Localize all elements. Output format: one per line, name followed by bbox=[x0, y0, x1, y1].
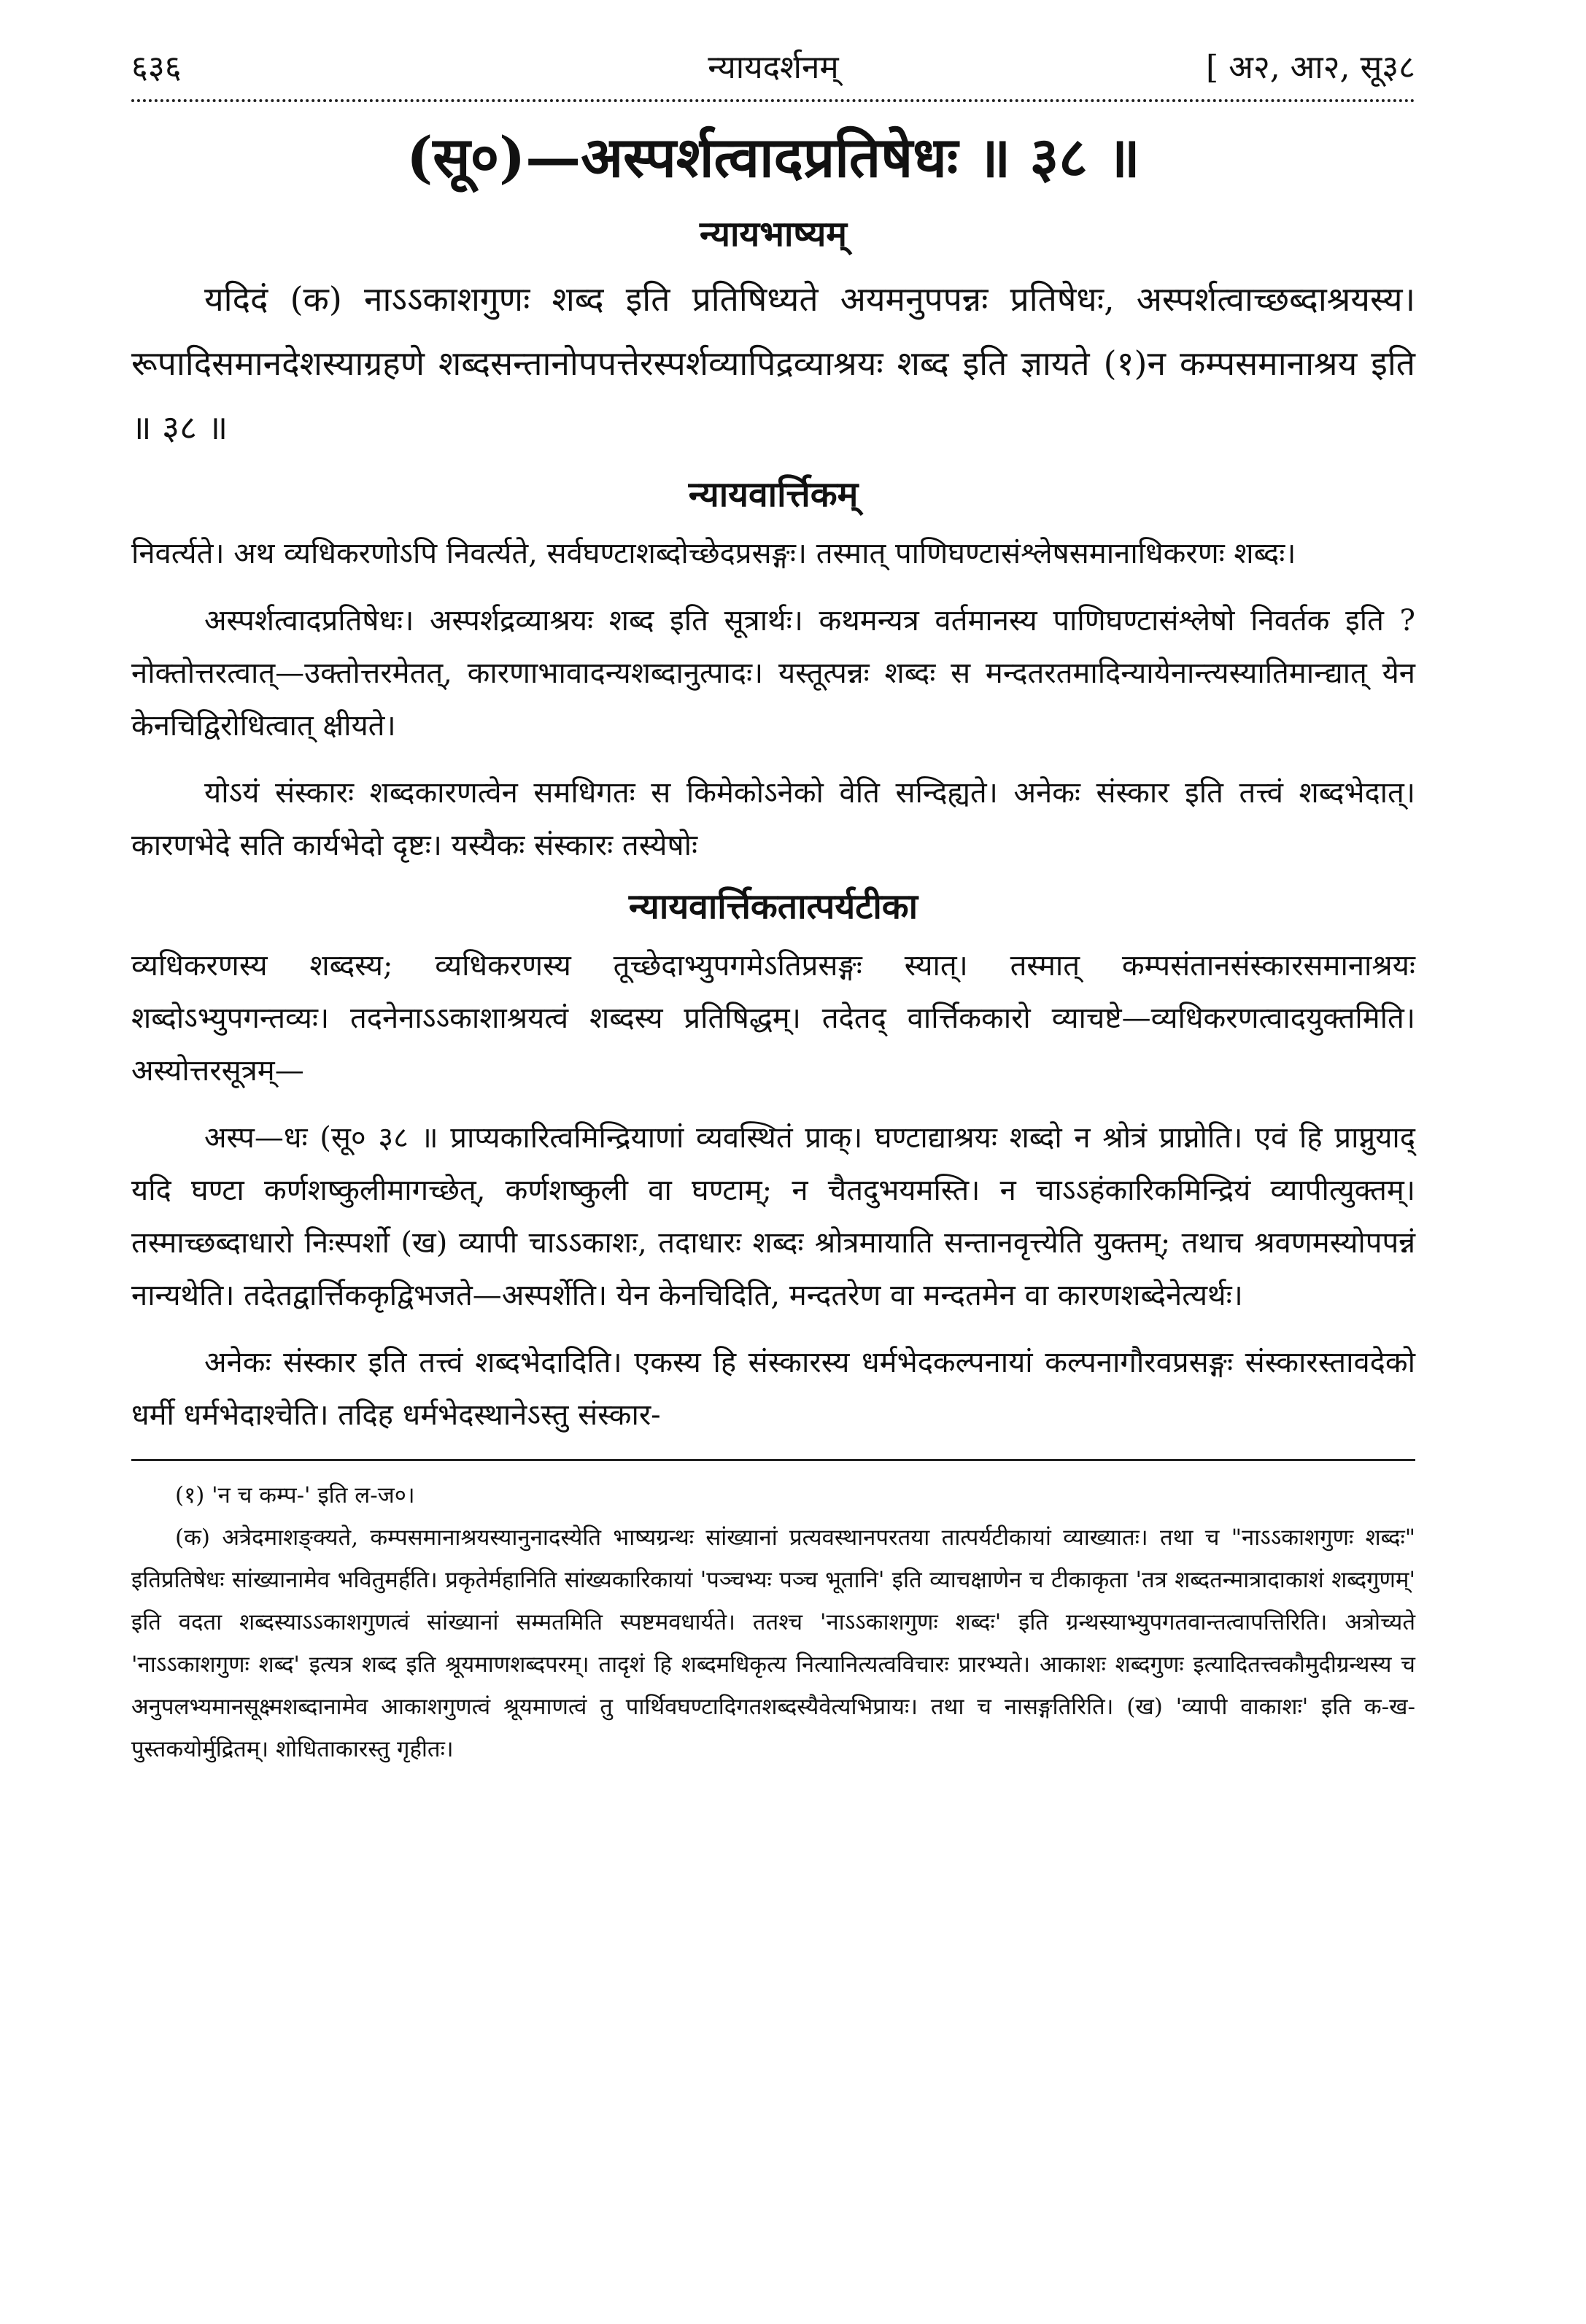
sutra-heading: (सू०)—अस्पर्शत्वादप्रतिषेधः ॥ ३८ ॥ bbox=[406, 125, 1140, 190]
tika-heading: न्यायवार्त्तिकतात्पर्यटीका bbox=[628, 886, 918, 927]
footnote-rule bbox=[131, 1459, 1415, 1461]
bhashya-heading: न्यायभाष्यम् bbox=[699, 214, 848, 255]
header-wavy-rule bbox=[131, 99, 1415, 102]
varttika-paragraph: निवर्त्यते। अथ व्यधिकरणोऽपि निवर्त्यते, सर्वघण्टाशब्दोच्छेदप्रसङ्गः। तस्मात् पाणिघण्टासंश्लेषसमानाधिकरणः शब्दः। bbox=[131, 537, 1296, 570]
bhashya-text: यदिदं (क) नाऽऽकाशगुणः शब्द इति प्रतिषिध्यते अयमनुपपन्नः प्रतिषेधः, अस्पर्शत्वाच्छब्दाश्रयस्य। रूपादिसमानदेशस्याग्रहणे शब्दसन्तानोपपत्तेरस्पर्शव्यापिद्रव्याश्रयः शब्द इति ज्ञायते (१)न कम्पसमानाश्रय इति ॥ ३८ ॥ bbox=[131, 279, 1415, 447]
footnote: (क) अत्रेदमाशङ्क्यते, कम्पसमानाश्रयस्यानुनादस्येति भाष्यग्रन्थः सांख्यानां प्रत्यवस्थानपरतया तात्पर्यटीकायां व्याख्यातः। तथा च "नाऽऽकाशगुणः शब्दः" इतिप्रतिषेधः सांख्यानामेव भवितुमर्हति। प्रकृतेर्महानिति सांख्यकारिकायां 'पञ्चभ्यः पञ्च भूतानि' इति व्याचक्षाणेन च टीकाकृता 'तत्र शब्दतन्मात्रादाकाशं शब्दगुणम्' इति वदता शब्दस्याऽऽकाशगुणत्वं सांख्यानां सम्मतमिति स्पष्टमवधार्यते। ततश्च 'नाऽऽकाशगुणः शब्दः' इति ग्रन्थस्याभ्युपगतवान्तत्वापत्तिरिति। अत्रोच्यते 'नाऽऽकाशगुणः शब्द' इत्यत्र शब्द इति श्रूयमाणशब्दपरम्। तादृशं हि शब्दमधिकृत्य नित्यानित्यत्वविचारः प्रारभ्यते। आकाशः शब्दगुणः इत्यादितत्त्वकौमुदीग्रन्थस्य च अनुपलभ्यमानसूक्ष्मशब्दानामेव आकाशगुणत्वं श्रूयमाणत्वं तु पार्थिवघण्टादिगतशब्दस्यैवेत्यभिप्रायः। तथा च नासङ्गतिरिति। (ख) 'व्यापी वाकाशः' इति क-ख-पुस्तकयोर्मुद्रितम्। शोधिताकारस्तु गृहीतः। bbox=[131, 1525, 1415, 1762]
tika-paragraph: अस्प—धः (सू० ३८ ॥ प्राप्यकारित्वमिन्द्रियाणां व्यवस्थितं प्राक्। घण्टाद्याश्रयः शब्दो न श्रोत्रं प्राप्नोति। एवं हि प्राप्नुयाद् यदि घण्टा कर्णशष्कुलीमागच्छेत्, कर्णशष्कुली वा घण्टाम्; न चैतदुभयमस्ति। न चाऽऽहंकारिकमिन्द्रियं व्यापीत्युक्तम्। तस्माच्छब्दाधारो निःस्पर्शो (ख) व्यापी चाऽऽकाशः, तदाधारः शब्दः श्रोत्रमायाति सन्तानवृत्त्येति युक्तम्; तथाच श्रवणमस्योपपन्नं नान्यथेति। तदेतद्वार्त्तिककृद्विभजते—अस्पर्शेति। येन केनचिदिति, मन्दतरेण वा मन्दतमेन वा कारणशब्देनेत्यर्थः। bbox=[131, 1121, 1415, 1312]
page-number: ६३६ bbox=[131, 49, 182, 86]
running-title: न्यायदर्शनम् bbox=[708, 49, 839, 86]
varttika-heading: न्यायवार्त्तिकम् bbox=[688, 474, 859, 515]
tika-paragraph: व्यधिकरणस्य शब्दस्य; व्यधिकरणस्य तूच्छेदाभ्युपगमेऽतिप्रसङ्गः स्यात्। तस्मात् कम्पसंतानसंस्कारसमानाश्रयः शब्दोऽभ्युपगन्तव्यः। तदनेनाऽऽकाशाश्रयत्वं शब्दस्य प्रतिषिद्धम्। तदेतद् वार्त्तिककारो व्याचष्टे—व्यधिकरणत्वादयुक्तमिति। अस्योत्तरसूत्रम्— bbox=[131, 949, 1415, 1088]
section-reference: [ अ२, आ२, सू३८ bbox=[1206, 49, 1415, 86]
running-header bbox=[131, 44, 1415, 95]
varttika-paragraph: अस्पर्शत्वादप्रतिषेधः। अस्पर्शद्रव्याश्रयः शब्द इति सूत्रार्थः। कथमन्यत्र वर्तमानस्य पाणिघण्टासंश्लेषो निवर्तक इति ? नोक्तोत्तरत्वात्—उक्तोत्तरमेतत्, कारणाभावादन्यशब्दानुत्पादः। यस्तूत्पन्नः शब्दः स मन्दतरतमादिन्यायेनान्त्यस्यातिमान्द्यात् येन केनचिद्विरोधित्वात् क्षीयते। bbox=[131, 604, 1415, 743]
varttika-paragraph: योऽयं संस्कारः शब्दकारणत्वेन समधिगतः स किमेकोऽनेको वेति सन्दिह्यते। अनेकः संस्कार इति तत्त्वं शब्दभेदात्। कारणभेदे सति कार्यभेदो दृष्टः। यस्यैकः संस्कारः तस्येषोः bbox=[131, 776, 1415, 862]
tika-paragraph: अनेकः संस्कार इति तत्त्वं शब्दभेदादिति। एकस्य हि संस्कारस्य धर्मभेदकल्पनायां कल्पनागौरवप्रसङ्गः संस्कारस्तावदेको धर्मी धर्मभेदाश्चेति। तदिह धर्मभेदस्थानेऽस्तु संस्कार- bbox=[131, 1346, 1415, 1432]
page bbox=[131, 44, 1415, 1770]
footnote: (१) 'न च कम्प-' इति ल-ज०। bbox=[175, 1482, 415, 1508]
